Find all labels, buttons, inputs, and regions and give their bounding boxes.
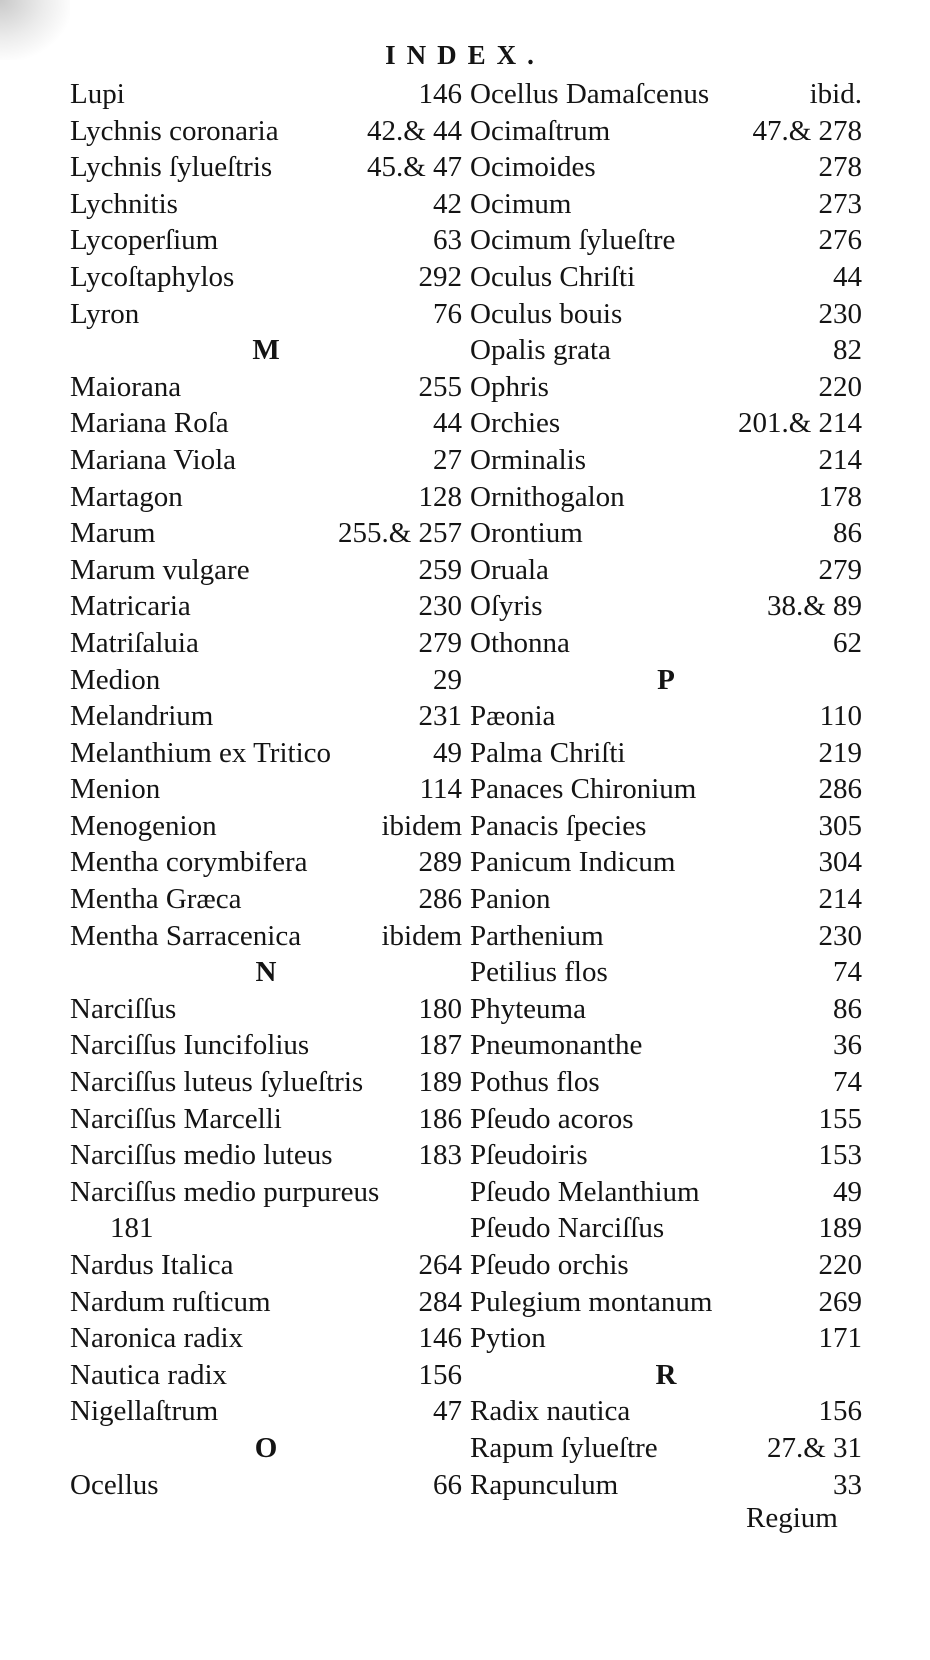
page-header: INDEX.: [385, 40, 545, 70]
index-entry: [470, 1210, 862, 1247]
entry-page-reference: 44: [833, 260, 862, 293]
index-entry: [470, 149, 862, 186]
entry-term: Ophris: [470, 370, 549, 403]
index-column-right: [470, 76, 862, 1503]
entry-page-reference: 155: [818, 1102, 862, 1135]
entry-page-reference: 231: [418, 700, 462, 733]
entry-term: Mentha Græca: [70, 883, 242, 916]
entry-page-reference: 305: [818, 809, 862, 842]
index-entry: [470, 954, 862, 991]
entry-term: Marum vulgare: [70, 553, 250, 586]
index-entry: [70, 771, 462, 808]
entry-page-reference: 82: [833, 334, 862, 367]
entry-term: Oculus Chriſti: [470, 260, 636, 293]
index-entry: [470, 369, 862, 406]
index-entry: [470, 625, 862, 662]
index-entry: [70, 881, 462, 918]
entry-term: Parthenium: [470, 919, 604, 952]
entry-term: Lycoperſium: [70, 224, 219, 257]
entry-term: Narciſſus luteus ſylueſtris: [70, 1066, 364, 1099]
entry-page-reference: 44: [433, 407, 462, 440]
entry-term: Marum: [70, 517, 156, 550]
entry-term: Opalis grata: [470, 334, 611, 367]
index-entry: [70, 113, 462, 150]
entry-term: Lychnitis: [70, 187, 178, 220]
entry-page-reference: 45.& 47: [366, 151, 462, 184]
index-entry: [470, 1027, 862, 1064]
index-entry: [70, 515, 462, 552]
entry-term: Menogenion: [70, 809, 217, 842]
entry-page-reference: 186: [418, 1102, 462, 1135]
entry-page-reference: 220: [818, 1249, 862, 1281]
index-entry: [70, 1247, 462, 1284]
entry-term: Lycoſtaphylos: [70, 260, 235, 293]
entry-term: Lychnis ſylueſtris: [70, 151, 273, 184]
index-column-left: [70, 76, 462, 1503]
entry-term: Melanthium ex Tritico: [70, 736, 331, 769]
entry-page-reference: 38.& 89: [766, 590, 862, 623]
index-entry: [470, 881, 862, 918]
index-entry: [470, 588, 862, 625]
index-entry: [470, 698, 862, 735]
index-entry: [70, 186, 462, 223]
entry-page-reference: 189: [418, 1066, 462, 1099]
index-entry: [70, 1284, 462, 1321]
entry-page-reference: 153: [818, 1139, 862, 1172]
entry-term: Orchies: [470, 407, 561, 440]
entry-page-reference: 62: [833, 626, 862, 659]
index-entry: [70, 1357, 462, 1394]
index-entry: [470, 552, 862, 589]
entry-term: Nigellaſtrum: [70, 1395, 219, 1428]
entry-term: Martagon: [70, 480, 183, 513]
entry-page-reference: 214: [818, 883, 862, 916]
index-entry: [470, 113, 862, 150]
entry-term: Rapunculum: [470, 1468, 619, 1501]
entry-page-reference: 201.& 214: [737, 407, 862, 440]
index-entry: [470, 1064, 862, 1101]
entry-page-reference: 279: [418, 626, 462, 659]
entry-term: Ornithogalon: [470, 480, 625, 513]
index-entry: [470, 1174, 862, 1211]
entry-page-reference: 49: [833, 1175, 862, 1208]
index-entry: [70, 1064, 462, 1101]
entry-term: Lychnis coronaria: [70, 114, 279, 147]
entry-term: Rapum ſylueſtre: [470, 1431, 658, 1464]
index-entry: [470, 76, 862, 113]
entry-page-reference: 86: [833, 517, 862, 550]
index-entry: [470, 771, 862, 808]
entry-page-reference: 178: [818, 480, 862, 513]
entry-term: Mariana Roſa: [70, 407, 229, 440]
entry-term: Matricaria: [70, 590, 191, 623]
entry-page-reference: 128: [418, 480, 462, 513]
entry-page-reference: 171: [818, 1322, 862, 1355]
entry-term: Pſeudo acoros: [470, 1102, 634, 1135]
entry-term: Nardum ruſticum: [70, 1285, 271, 1318]
entry-page-reference: 230: [418, 590, 462, 623]
entry-page-reference: 276: [818, 224, 862, 257]
entry-page-reference: 255.& 257: [337, 517, 462, 550]
entry-term: Menion: [70, 773, 161, 806]
index-entry: [470, 296, 862, 333]
entry-term: Lupi: [70, 78, 125, 110]
entry-term: Pulegium montanum: [470, 1285, 713, 1318]
entry-term: Ocellus: [70, 1468, 159, 1501]
index-entry: [70, 625, 462, 662]
index-entry: [70, 149, 462, 186]
entry-page-reference: 114: [419, 773, 462, 806]
entry-term: Panicum Indicum: [470, 846, 676, 879]
index-entry: [70, 1174, 462, 1211]
index-entry: [70, 1137, 462, 1174]
entry-page-reference: 286: [818, 773, 862, 806]
entry-term: Narciſſus: [70, 992, 177, 1025]
index-entry: [470, 332, 862, 369]
index-entry: [70, 1467, 462, 1504]
index-entry: [70, 844, 462, 881]
entry-page-reference: ibid.: [809, 78, 862, 110]
entry-page-reference: 269: [818, 1285, 862, 1318]
entry-page-reference: 42.& 44: [366, 114, 462, 147]
entry-page-reference: 29: [433, 663, 462, 696]
entry-term: Panacis ſpecies: [470, 809, 647, 842]
index-entry: [70, 405, 462, 442]
entry-page-reference: 76: [433, 297, 462, 330]
entry-term: Pſeudoiris: [470, 1139, 588, 1172]
entry-page-reference: ibidem: [381, 809, 462, 842]
entry-term: Narciſſus Iuncifolius: [70, 1029, 310, 1062]
index-entry: [470, 1430, 862, 1467]
entry-page-reference: 279: [818, 553, 862, 586]
entry-term: Ocimum ſylueſtre: [470, 224, 676, 257]
entry-term: Nautica radix: [70, 1358, 228, 1391]
entry-page-reference: 286: [418, 883, 462, 916]
entry-page-reference: 42: [433, 187, 462, 220]
entry-term: Pſeudo Narciſſus: [470, 1212, 665, 1245]
entry-term: Orminalis: [470, 443, 586, 476]
index-entry: [470, 808, 862, 845]
entry-term: Phyteuma: [470, 992, 586, 1025]
entry-term: Petilius flos: [470, 956, 608, 989]
entry-page-reference: 255: [418, 370, 462, 403]
entry-term: Narciſſus Marcelli: [70, 1102, 282, 1135]
entry-page-reference: 289: [418, 846, 462, 879]
entry-page-reference: 219: [818, 736, 862, 769]
section-letter: M: [252, 334, 280, 367]
entry-page-reference: 49: [433, 736, 462, 769]
index-entry: [70, 296, 462, 333]
index-entry: [70, 698, 462, 735]
index-entry: [70, 479, 462, 516]
entry-term: Medion: [70, 663, 161, 696]
entry-page-reference: 278: [818, 151, 862, 184]
entry-page-reference: 33: [833, 1468, 862, 1501]
entry-term: Panion: [470, 883, 551, 916]
index-entry: [470, 991, 862, 1028]
entry-term: Pytion: [470, 1322, 546, 1355]
entry-page-reference: 86: [833, 992, 862, 1025]
section-letter: N: [255, 956, 277, 989]
catchword: Regium: [746, 1502, 838, 1534]
entry-term: Narciſſus medio purpureus: [70, 1175, 380, 1208]
entry-page-reference: 264: [418, 1249, 462, 1281]
index-entry: [70, 1320, 462, 1357]
index-entry: [70, 76, 462, 113]
entry-page-reference: 156: [418, 1358, 462, 1391]
index-entry: [470, 442, 862, 479]
entry-page-reference: 259: [418, 553, 462, 586]
entry-page-reference: 63: [433, 224, 462, 257]
entry-term: Lyron: [70, 297, 140, 330]
entry-page-reference: 183: [418, 1139, 462, 1172]
entry-page-reference: 74: [833, 1066, 862, 1099]
entry-term: Panaces Chironium: [470, 773, 697, 806]
entry-page-reference: 187: [418, 1029, 462, 1062]
index-entry: [470, 259, 862, 296]
index-entry: [470, 186, 862, 223]
index-entry: [470, 1393, 862, 1430]
index-entry: [470, 1284, 862, 1321]
index-entry: [70, 442, 462, 479]
entry-term: Ocimaſtrum: [470, 114, 611, 147]
entry-term: Nardus Italica: [70, 1249, 234, 1281]
index-entry: [470, 515, 862, 552]
entry-page-reference: 66: [433, 1468, 462, 1501]
entry-page-reference: 47: [433, 1395, 462, 1428]
entry-page-reference: 146: [418, 78, 462, 110]
index-entry: [70, 552, 462, 589]
index-entry: [470, 735, 862, 772]
entry-term: Maiorana: [70, 370, 182, 403]
entry-term: Radix nautica: [470, 1395, 631, 1428]
entry-term: Mentha Sarracenica: [70, 919, 302, 952]
entry-term: Ocimoides: [470, 151, 596, 184]
index-entry: [470, 1137, 862, 1174]
entry-term: Pæonia: [470, 700, 556, 733]
entry-page-reference: 220: [818, 370, 862, 403]
index-entry: [470, 1320, 862, 1357]
entry-term: Orontium: [470, 517, 583, 550]
entry-page-reference: 27.& 31: [766, 1431, 862, 1464]
page-reference-continued: 181: [110, 1212, 154, 1245]
entry-page-reference: 146: [418, 1322, 462, 1355]
entry-page-reference: 189: [818, 1212, 862, 1245]
index-entry: [70, 808, 462, 845]
entry-term: Oculus bouis: [470, 297, 623, 330]
entry-term: Othonna: [470, 626, 570, 659]
entry-term: Melandrium: [70, 700, 214, 733]
entry-page-reference: 304: [818, 846, 862, 879]
entry-term: Matriſaluia: [70, 626, 199, 659]
entry-page-reference: 110: [819, 700, 862, 733]
entry-term: Oſyris: [470, 590, 543, 623]
index-entry: [70, 918, 462, 955]
entry-term: Mariana Viola: [70, 443, 237, 476]
entry-term: Naronica radix: [70, 1322, 244, 1355]
index-entry: [70, 1027, 462, 1064]
index-entry: [70, 735, 462, 772]
index-entry: [70, 588, 462, 625]
entry-term: Pneumonanthe: [470, 1029, 643, 1062]
entry-page-reference: 74: [833, 956, 862, 989]
entry-page-reference: 292: [418, 260, 462, 293]
entry-term: Narciſſus medio luteus: [70, 1139, 333, 1172]
section-letter: O: [254, 1431, 278, 1464]
entry-term: Palma Chriſti: [470, 736, 626, 769]
entry-page-reference: 36: [833, 1029, 862, 1062]
index-entry: [70, 1393, 462, 1430]
index-entry: [470, 222, 862, 259]
entry-page-reference: 156: [818, 1395, 862, 1428]
entry-page-reference: 47.& 278: [752, 114, 862, 147]
index-entry: [70, 369, 462, 406]
entry-term: Ocellus Damaſcenus: [470, 78, 710, 110]
index-entry: [470, 1247, 862, 1284]
entry-term: Pothus flos: [470, 1066, 600, 1099]
entry-term: Mentha corymbifera: [70, 846, 308, 879]
index-entry: [470, 1101, 862, 1138]
entry-page-reference: 230: [818, 297, 862, 330]
index-entry: [70, 1101, 462, 1138]
section-letter: R: [655, 1358, 677, 1391]
entry-page-reference: 273: [818, 187, 862, 220]
entry-page-reference: 284: [418, 1285, 462, 1318]
entry-page-reference: 180: [418, 992, 462, 1025]
entry-page-reference: ibidem: [381, 919, 462, 952]
index-entry: [70, 991, 462, 1028]
entry-page-reference: 214: [818, 443, 862, 476]
entry-term: Pſeudo orchis: [470, 1249, 629, 1281]
entry-term: Oruala: [470, 553, 549, 586]
index-entry: [470, 479, 862, 516]
index-entry: [70, 222, 462, 259]
entry-term: Ocimum: [470, 187, 572, 220]
index-entry: [470, 844, 862, 881]
entry-page-reference: 27: [433, 443, 462, 476]
index-entry: [470, 1467, 862, 1504]
index-entry: [470, 918, 862, 955]
entry-page-reference: 230: [818, 919, 862, 952]
index-entry: [70, 662, 462, 699]
index-entry: [70, 259, 462, 296]
entry-term: Pſeudo Melanthium: [470, 1175, 700, 1208]
index-entry: [470, 405, 862, 442]
section-letter: P: [657, 663, 675, 696]
